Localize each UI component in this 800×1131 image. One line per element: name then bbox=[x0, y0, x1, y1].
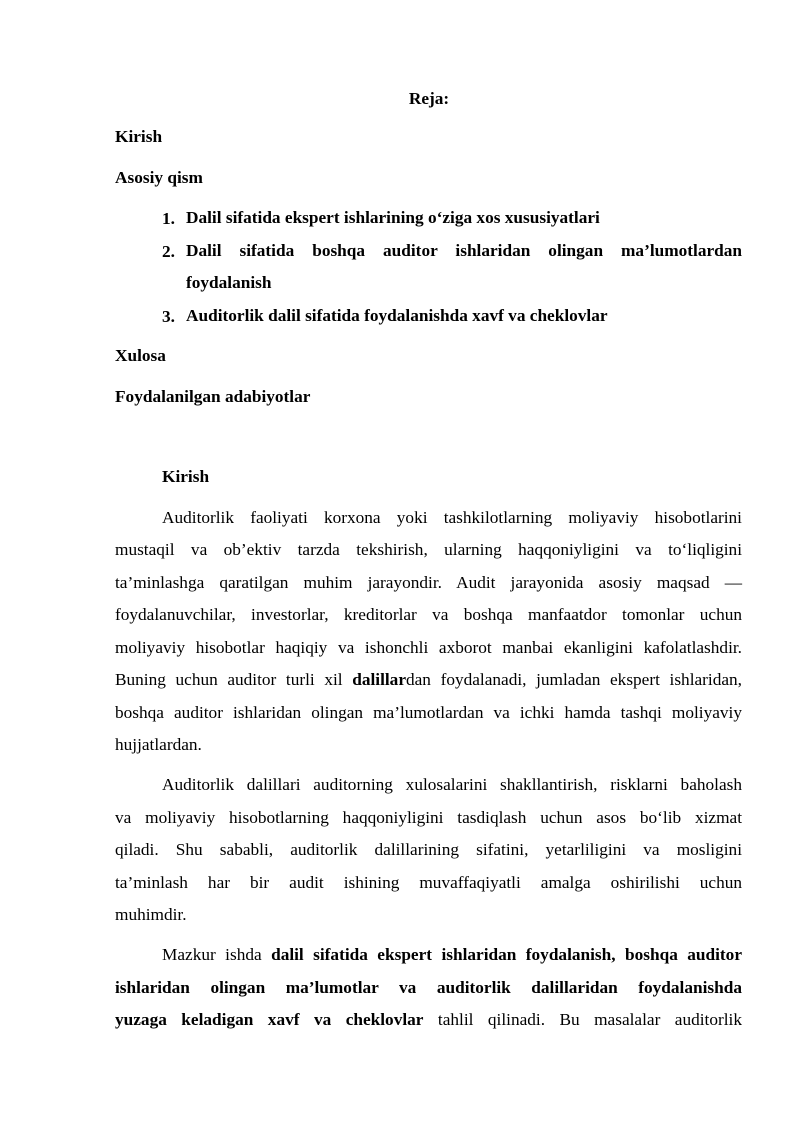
plan-item-3: Auditorlik dalil sifatida foydalanishda xavf va cheklovlar bbox=[186, 306, 608, 325]
paragraph-1-line: Auditorlik faoliyati korxona yoki tashkilotlarning moliyaviy hisobotlarini bbox=[162, 508, 742, 527]
plan-item-2-line2: foydalanish bbox=[186, 273, 272, 292]
emphasis-span: dalillar bbox=[352, 670, 406, 689]
emphasis-span: dalil sifatida ekspert ishlaridan foydalanish, boshqa auditor bbox=[271, 945, 742, 964]
paragraph-1-line: boshqa auditor ishlaridan olingan ma’lumotlardan va ichki hamda tashqi moliyaviy bbox=[115, 703, 742, 722]
text-span: Buning uchun auditor turli xil bbox=[115, 670, 353, 689]
paragraph-2-line: qiladi. Shu sababli, auditorlik dalillarining sifatini, yetarliligini va mosligini bbox=[115, 840, 742, 859]
paragraph-1-line-mixed bbox=[115, 671, 742, 688]
paragraph-2-line: Auditorlik dalillari auditorning xulosalarini shakllantirish, risklarni baholash bbox=[162, 775, 742, 794]
plan-item-2-number: 2. bbox=[162, 242, 175, 261]
plan-conclusion: Xulosa bbox=[115, 346, 166, 365]
paragraph-1-line: foydalanuvchilar, investorlar, kreditorlar va boshqa manfaatdor tomonlar uchun bbox=[115, 605, 742, 624]
text-span: dan foydalanadi, jumladan ekspert ishlaridan, bbox=[406, 670, 742, 689]
paragraph-1-line: moliyaviy hisobotlar haqiqiy va ishonchli axborot manbai ekanligini kafolatlashdir. bbox=[115, 638, 742, 657]
paragraph-2-line: va moliyaviy hisobotlarning haqqoniyligini tasdiqlash uchun asos bo‘lib xizmat bbox=[115, 808, 742, 827]
plan-main-part: Asosiy qism bbox=[115, 168, 203, 187]
paragraph-3-line-mixed bbox=[162, 946, 742, 963]
paragraph-3-line-bold: ishlaridan olingan ma’lumotlar va auditorlik dalillaridan foydalanishda bbox=[115, 978, 742, 997]
emphasis-span: yuzaga keladigan xavf va cheklovlar bbox=[115, 1010, 424, 1029]
paragraph-1-line: hujjatlardan. bbox=[115, 735, 202, 754]
plan-title: Reja: bbox=[408, 89, 450, 108]
paragraph-2-line: muhimdir. bbox=[115, 905, 187, 924]
section-heading: Kirish bbox=[162, 467, 210, 486]
paragraph-1-line: ta’minlashga qaratilgan muhim jarayondir. Audit jarayonida asosiy maqsad — bbox=[115, 573, 742, 592]
paragraph-2-line: ta’minlash har bir audit ishining muvaffaqiyatli amalga oshirilishi uchun bbox=[115, 873, 742, 892]
plan-intro: Kirish bbox=[115, 127, 163, 146]
plan-references: Foydalanilgan adabiyotlar bbox=[115, 387, 311, 406]
plan-item-1-number: 1. bbox=[162, 209, 175, 228]
paragraph-3-line-mixed bbox=[115, 1011, 742, 1028]
plan-item-3-number: 3. bbox=[162, 307, 175, 326]
plan-item-2-line1: Dalil sifatida boshqa auditor ishlaridan olingan ma’lumotlardan bbox=[186, 241, 742, 260]
plan-item-1: Dalil sifatida ekspert ishlarining o‘ziga xos xususiyatlari bbox=[186, 208, 600, 227]
paragraph-1-line: mustaqil va ob’ektiv tarzda tekshirish, ularning haqqoniyligini va to‘liqligini bbox=[115, 540, 742, 559]
text-span: tahlil qilinadi. Bu masalalar auditorlik bbox=[423, 1010, 742, 1029]
text-span: Mazkur ishda bbox=[162, 945, 272, 964]
